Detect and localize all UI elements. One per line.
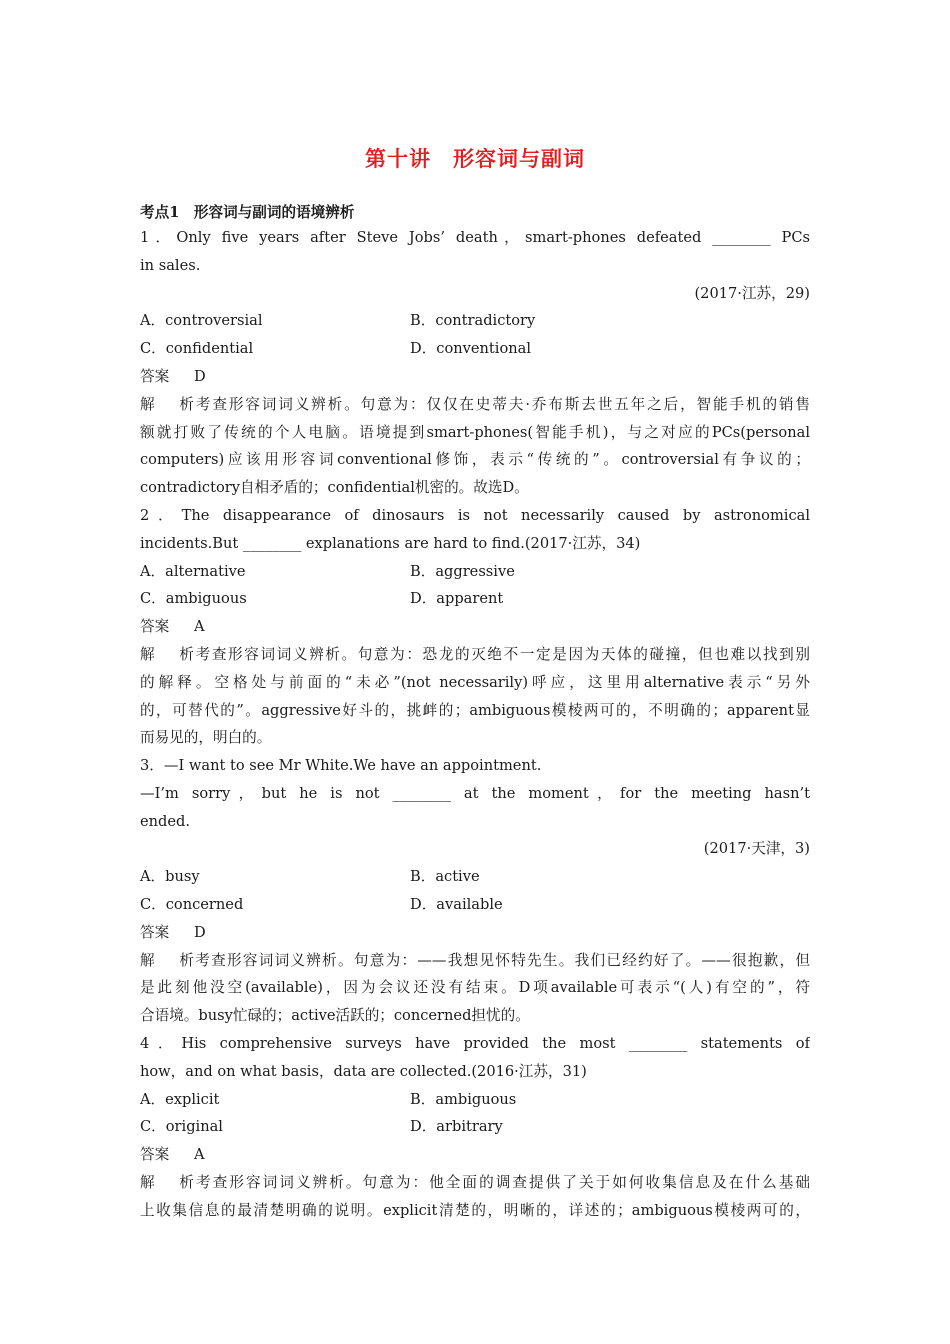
analysis-line: computers)应该用形容词conventional修饰，表示“传统的”。controversial有争议的； [140, 451, 810, 469]
analysis-line: 上收集信息的最清楚明确的说明。explicit清楚的，明晰的，详述的；ambiguous模棱两可的， [140, 1201, 810, 1219]
question-stem-line: how，and on what basis，data are collected.(2016·江苏，31) [140, 1062, 587, 1080]
option-d: D．conventional [410, 340, 532, 358]
question-stem-line: —I’m sorry，but he is not ________ at the moment，for the meeting hasn’t [140, 784, 810, 802]
option-c: C．ambiguous [140, 590, 247, 608]
question-stem-line: 2．The disappearance of dinosaurs is not necessarily caused by astronomical [140, 507, 810, 524]
answer-line [140, 1141, 810, 1169]
analysis-line: 解析考查形容词词义辨析。句意为：恐龙的灭绝不一定是因为天体的碰撞，但也难以找到别 [140, 641, 810, 669]
question-4 [140, 1030, 810, 1225]
option-a: A．controversial [140, 312, 263, 330]
options-row [140, 335, 810, 363]
option-c: C．original [140, 1118, 223, 1136]
question-2 [140, 502, 810, 752]
analysis-line: 的解释。空格处与前面的“未必”(not necessarily)呼应，这里用alternative表示“另外 [140, 673, 810, 691]
answer-line [140, 919, 810, 947]
answer-label: 答案 [140, 923, 170, 941]
answer-value: A [194, 1146, 205, 1164]
answer-line [140, 363, 810, 391]
options-row [140, 558, 810, 586]
analysis-label: 解析 [140, 951, 194, 969]
analysis-line: 解析考查形容词词义辨析。句意为：他全面的调查提供了关于如何收集信息及在什么基础 [140, 1169, 810, 1197]
analysis-line: 额就打败了传统的个人电脑。语境提到smart-phones(智能手机)，与之对应的PCs(personal [140, 423, 810, 441]
answer-value: D [194, 367, 206, 385]
answer-line [140, 613, 810, 641]
question-source: (2017·江苏，29) [694, 284, 810, 302]
options-row [140, 307, 810, 335]
options-row [140, 891, 810, 919]
option-a: A．explicit [140, 1090, 220, 1108]
answer-value: D [194, 923, 206, 941]
option-b: B．active [410, 868, 480, 886]
question-stem-line: in sales. [140, 256, 201, 274]
option-d: D．available [410, 895, 503, 913]
answer-label: 答案 [140, 618, 170, 636]
option-d: D．apparent [410, 590, 504, 608]
analysis-line: 合语境。busy忙碌的；active活跃的；concerned担忧的。 [140, 1007, 530, 1025]
analysis-line: 而易见的，明白的。 [140, 729, 272, 747]
analysis-label: 解析 [140, 645, 194, 663]
option-c: C．confidential [140, 340, 254, 358]
options-row [140, 585, 810, 613]
question-1 [140, 224, 810, 502]
question-stem-line: 4．His comprehensive surveys have provided the most ________ statements of [140, 1035, 810, 1052]
option-a: A．busy [140, 868, 200, 886]
analysis-line: contradictory自相矛盾的；confidential机密的。故选D。 [140, 479, 529, 497]
option-b: B．ambiguous [410, 1090, 517, 1108]
question-source: (2017·天津，3) [703, 840, 810, 858]
question-stem-line: incidents.But ________ explanations are hard to find.(2017·江苏，34) [140, 534, 641, 552]
option-d: D．arbitrary [410, 1118, 503, 1136]
option-b: B．contradictory [410, 312, 536, 330]
section-heading: 考点1 形容词与副词的语境辨析 [140, 204, 355, 221]
option-c: C．concerned [140, 895, 244, 913]
answer-label: 答案 [140, 1146, 170, 1164]
analysis-line: 的，可替代的”。aggressive好斗的，挑衅的；ambiguous模棱两可的，不明确的；apparent显 [140, 701, 810, 719]
answer-label: 答案 [140, 367, 170, 385]
options-row [140, 1086, 810, 1114]
question-stem-line: 3．—I want to see Mr White.We have an appointment. [140, 757, 542, 774]
question-stem-line: ended. [140, 812, 190, 830]
option-a: A．alternative [140, 562, 246, 580]
page-title: 第十讲 形容词与副词 [365, 146, 585, 171]
options-row [140, 863, 810, 891]
analysis-line: 是此刻他没空(available)，因为会议还没有结束。D项available可表示“(人)有空的”，符 [140, 979, 810, 997]
analysis-label: 解析 [140, 1173, 194, 1191]
analysis-label: 解析 [140, 395, 194, 413]
question-stem-line: 1．Only five years after Steve Jobs’ death，smart-phones defeated ________ PCs [140, 229, 810, 246]
question-3 [140, 752, 810, 1030]
answer-value: A [194, 618, 205, 636]
option-b: B．aggressive [410, 562, 515, 580]
analysis-line: 解析考查形容词词义辨析。句意为：——我想见怀特先生。我们已经约好了。——很抱歉，但 [140, 947, 810, 975]
analysis-line: 解析考查形容词词义辨析。句意为：仅仅在史蒂夫·乔布斯去世五年之后，智能手机的销售 [140, 391, 810, 419]
options-row [140, 1113, 810, 1141]
